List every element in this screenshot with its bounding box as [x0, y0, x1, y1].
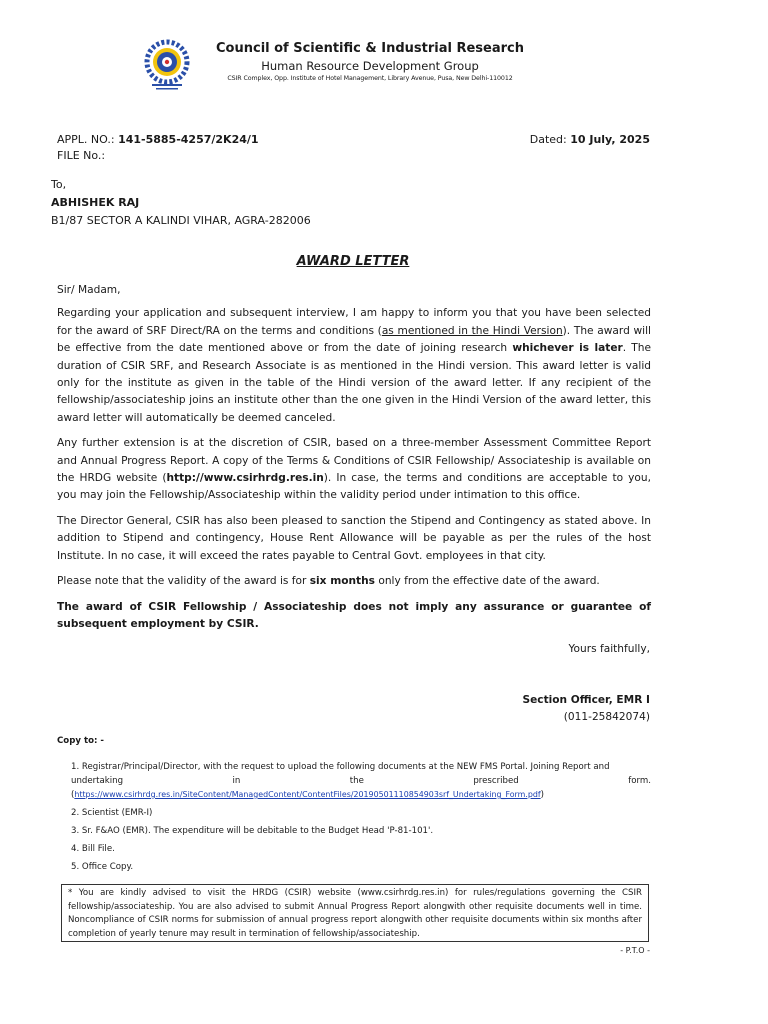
copy-item-bill-file: 4. Bill File.	[71, 844, 115, 854]
letter-body	[57, 282, 651, 641]
paragraph-selection: Regarding your application and subsequent interview, I am happy to inform you that you have been selected for the award of SRF Direct/RA on the terms and conditions (as mentioned in the Hindi Version). The award will be effective from the date mentioned above or from the date of joining research whichever is later. The duration of CSIR SRF, and Research Associate is as mentioned in the Hindi version. This award letter is valid only for the institute as given in the table of the Hindi version of the award letter. If any recipient of the fellowship/associateship joins an institute other than the one given in the Hindi Version of the award letter, this award letter will automatically be deemed canceled.	[57, 307, 651, 424]
organization-group: Human Resource Development Group	[261, 59, 479, 73]
letter-date: Dated: 10 July, 2025	[529, 133, 650, 146]
advisory-notice: * You are kindly advised to visit the HRDG (CSIR) website (www.csirhrdg.res.in) for rules/regulations governing the CSIR fellowship/associateship. You are also advised to submit Annual Progress Report alongwith other requisite documents well in time. Noncompliance of CSIR norms for submission of annual progress report alongwith other requisite documents within six months after completion of yearly tenure may result in termination of fellowship/associateship.	[61, 884, 649, 942]
closing: Yours faithfully,	[568, 643, 650, 655]
copy-item-office-copy: 5. Office Copy.	[71, 862, 134, 872]
pto-marker: - P.T.O -	[620, 946, 650, 955]
salutation: Sir/ Madam,	[57, 284, 121, 296]
copy-item-fao: 3. Sr. F&AO (EMR). The expenditure will be debitable to the Budget Head 'P-81-101'.	[71, 826, 434, 836]
paragraph-validity: Please note that the validity of the award is for six months only from the effective date of the award.	[57, 575, 600, 588]
paragraph-disclaimer: The award of CSIR Fellowship / Associateship does not imply any assurance or guarantee of subsequent employment by CSIR.	[57, 600, 651, 630]
application-number: APPL. NO.: 141-5885-4257/2K24/1	[57, 133, 259, 146]
undertaking-form-link[interactable]: https://www.csirhrdg.res.in/SiteContent/ManagedContent/ContentFiles/20190501110854903srf_Undertaking_Form.pdf	[74, 790, 541, 799]
copy-item-scientist: 2. Scientist (EMR-I)	[71, 808, 153, 818]
paragraph-extension: Any further extension is at the discretion of CSIR, based on a three-member Assessment Committee Report and Annual Progress Report. A copy of the Terms & Conditions of CSIR Fellowship/ Associateship is available on the HRDG website (http://www.csirhrdg.res.in). In case, the terms and conditions are acceptable to you, you may join the Fellowship/Associateship within the validity period under intimation to this office.	[57, 437, 651, 502]
csir-emblem-icon	[142, 38, 192, 92]
organization-name: Council of Scientific & Industrial Research	[216, 41, 524, 56]
copy-to-list	[71, 760, 651, 878]
letterhead	[200, 40, 540, 84]
recipient-address: B1/87 SECTOR A KALINDI VIHAR, AGRA-282006	[51, 214, 311, 227]
signatory-title: Section Officer, EMR I	[522, 694, 650, 706]
paragraph-stipend: The Director General, CSIR has also been pleased to sanction the Stipend and Contingency as stated above. In addition to Stipend and contingency, House Rent Allowance will be payable as per the rules of the host Institute. In no case, it will exceed the rates payable to Central Govt. employees in that city.	[57, 514, 651, 562]
organization-address: CSIR Complex, Opp. Institute of Hotel Management, Library Avenue, Pusa, New Delhi-110012	[227, 75, 513, 82]
to-label: To,	[51, 178, 67, 191]
letter-title: AWARD LETTER	[296, 254, 410, 269]
copy-to-label: Copy to: -	[57, 736, 104, 746]
signature-block	[522, 692, 650, 726]
file-number: FILE No.:	[57, 149, 106, 162]
signatory-phone: (011-25842074)	[563, 711, 650, 723]
recipient-name: ABHISHEK RAJ	[51, 196, 140, 209]
copy-item-registrar: 1. Registrar/Principal/Director, with the request to upload the following documents at the NEW FMS Portal. Joining Report and undertaking in the prescribed form. (https://www.csirhrdg.res.in/SiteContent/ManagedContent/ContentFiles/20190501110854903srf_Undertaking_Form.pdf)	[71, 762, 651, 800]
recipient-block	[51, 176, 311, 230]
reference-block	[57, 132, 259, 164]
